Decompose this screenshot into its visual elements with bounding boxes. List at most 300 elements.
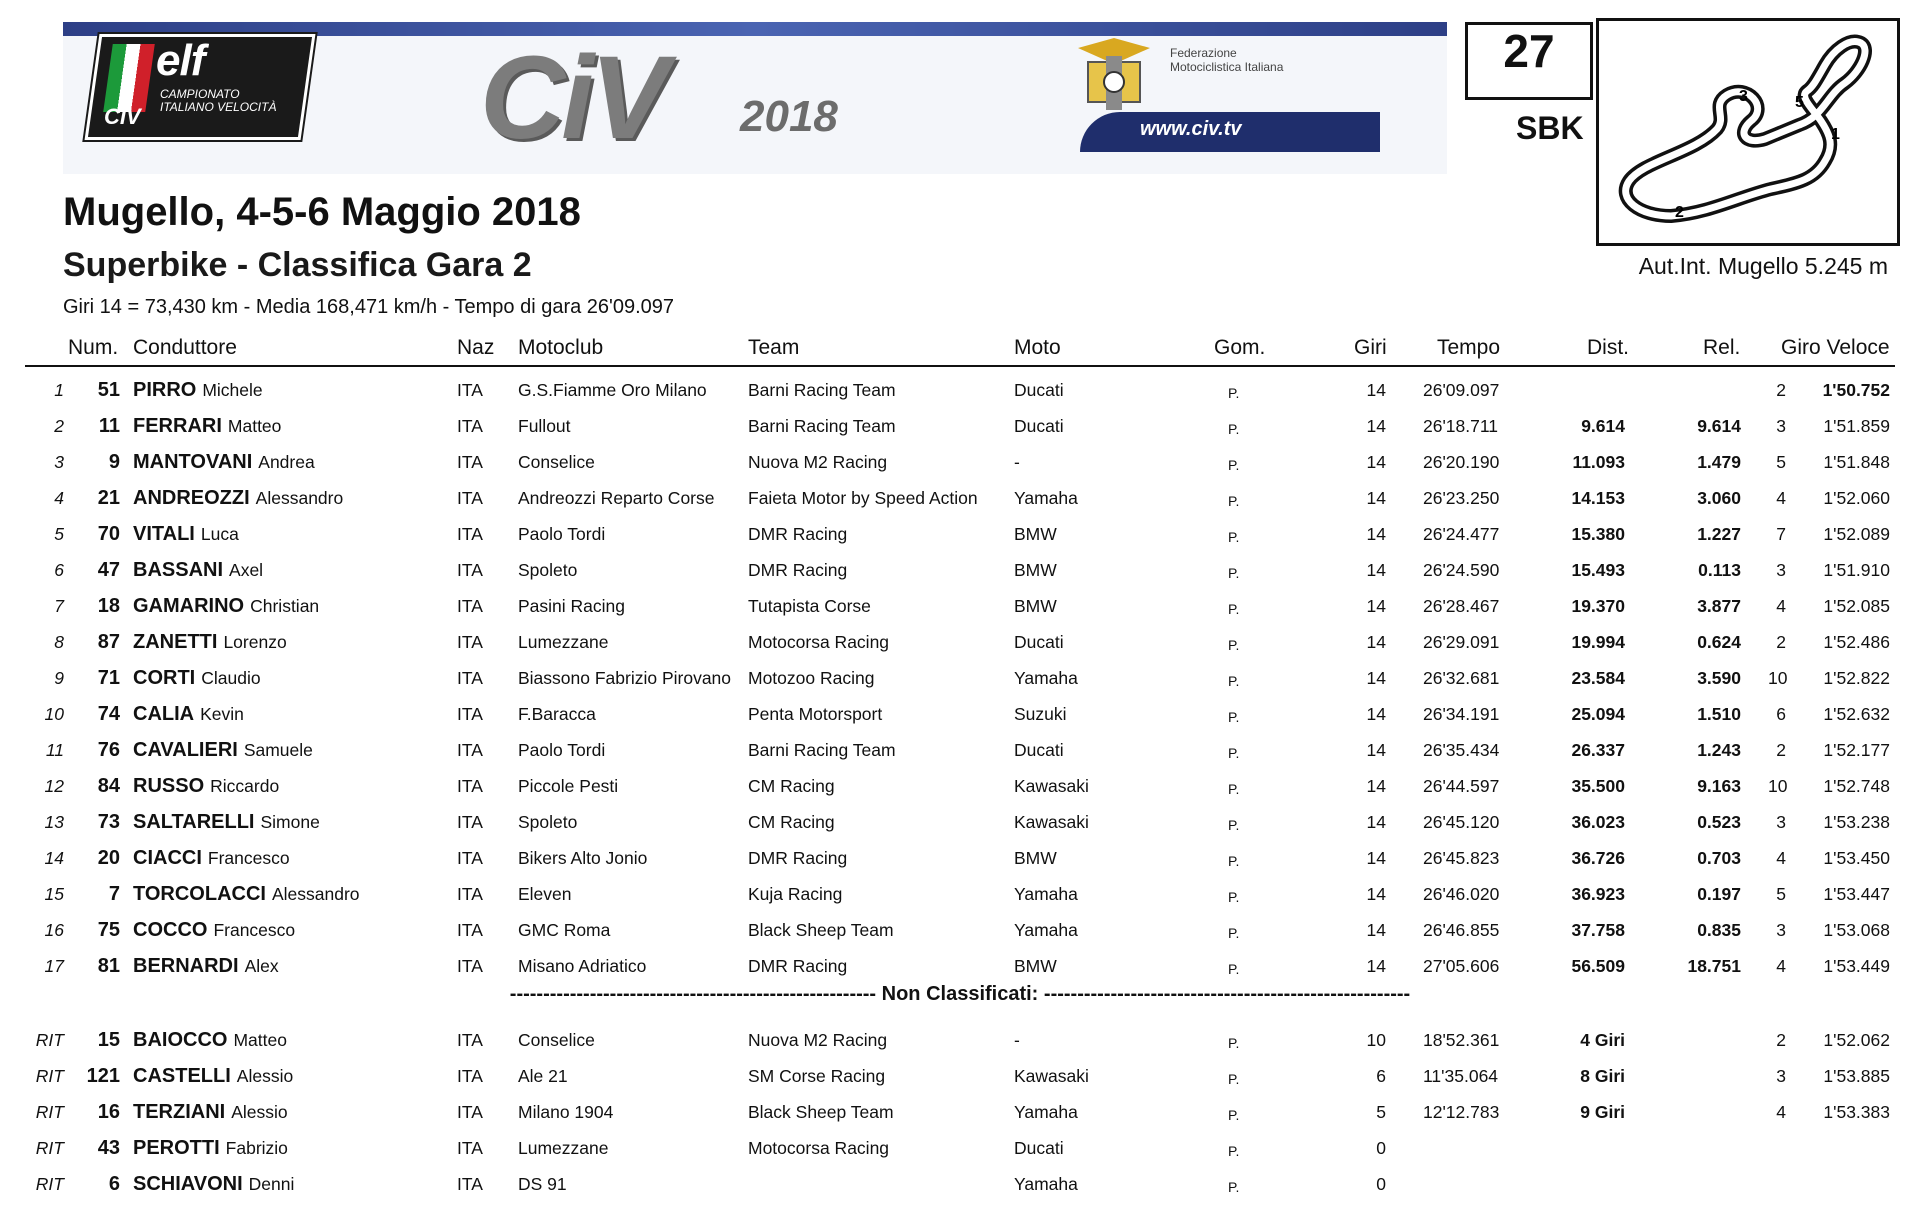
cell-pos: 11 [45,740,64,760]
cell-club: Conselice [518,1030,595,1050]
driver-surname: BERNARDI [133,955,239,977]
cell-num: 51 [97,379,120,401]
cell-team: SM Corse Racing [748,1066,886,1086]
cell-lap: 3 [1776,560,1786,580]
cell-num: 71 [97,667,120,689]
cell-giri: 14 [1366,740,1386,760]
cell-driver [133,876,360,912]
cell-team: DMR Racing [748,560,848,580]
cell-num: 20 [97,847,120,869]
cell-driver [133,768,279,804]
driver-first-name: Kevin [200,704,244,724]
cell-moto: Yamaha [1014,1102,1078,1122]
cell-fast: 1'51.859 [1823,416,1890,436]
cell-giri: 14 [1366,488,1386,508]
cell-rel: 9.614 [1697,416,1741,436]
driver-first-name: Francesco [213,920,296,940]
cell-giri: 14 [1366,668,1386,688]
cell-tempo: 11'35.064 [1423,1066,1499,1086]
cell-lap: 5 [1776,452,1786,472]
table-row [0,588,1920,624]
cell-pos: 10 [44,704,64,724]
cell-tempo: 26'45.120 [1423,812,1500,832]
cell-giri: 14 [1366,920,1386,940]
col-header-num: Num. [68,336,119,359]
cell-dist: 11.093 [1572,452,1625,472]
cell-gom: P. [1228,601,1240,617]
cell-dist: 35.500 [1571,776,1625,796]
cell-fast: 1'53.068 [1823,920,1890,940]
track-marker-2: 2 [1675,204,1684,221]
cell-pos: 7 [54,596,64,616]
cell-moto: BMW [1014,848,1057,868]
cell-pos: 2 [54,416,64,436]
table-row [0,732,1920,768]
driver-first-name: Samuele [243,740,313,760]
driver-first-name: Alessandro [255,488,344,508]
cell-fast: 1'51.910 [1823,560,1890,580]
cell-tempo: 26'09.097 [1423,380,1500,400]
driver-first-name: Denni [248,1174,295,1194]
cell-team: DMR Racing [748,956,848,976]
cell-pos: 13 [44,812,64,832]
cell-pos: RIT [35,1030,64,1050]
cell-pos: 9 [54,668,64,688]
cell-tempo: 26'28.467 [1423,596,1500,616]
cell-moto: Ducati [1014,1138,1064,1158]
driver-first-name: Lorenzo [223,632,287,652]
cell-driver [133,660,261,696]
cell-fast: 1'53.383 [1823,1102,1890,1122]
cell-giri: 14 [1366,596,1386,616]
table-row [0,660,1920,696]
table-row [0,372,1920,408]
driver-surname: RUSSO [133,775,205,797]
cell-rel: 0.113 [1698,560,1741,580]
driver-surname: CORTI [133,667,196,689]
cell-moto: Yamaha [1014,1174,1078,1194]
cell-naz: ITA [457,920,483,940]
cell-rel: 0.197 [1697,884,1741,904]
cell-naz: ITA [457,956,483,976]
cell-fast: 1'52.822 [1823,668,1890,688]
cell-club: Spoleto [518,812,578,832]
cell-tempo: 27'05.606 [1423,956,1500,976]
cell-club: Lumezzane [518,1138,609,1158]
cell-gom: P. [1228,709,1240,725]
driver-first-name: Riccardo [210,776,280,796]
cell-lap: 2 [1776,380,1786,400]
cell-dist: 25.094 [1571,704,1625,724]
cell-gom: P. [1228,637,1240,653]
cell-tempo: 26'24.590 [1423,560,1500,580]
cell-gom: P. [1228,853,1240,869]
cell-pos: 17 [44,956,64,976]
cell-driver [133,408,281,444]
cell-moto: Yamaha [1014,920,1078,940]
cell-lap: 6 [1776,704,1786,724]
track-map-icon [1599,21,1897,243]
driver-first-name: Francesco [207,848,290,868]
driver-surname: BASSANI [133,559,224,581]
cell-club: Spoleto [518,560,578,580]
cell-pos: 6 [54,560,64,580]
cell-rel: 0.624 [1697,632,1741,652]
cell-giri: 14 [1366,416,1386,436]
cell-fast: 1'53.450 [1823,848,1890,868]
cell-lap: 3 [1776,920,1786,940]
driver-first-name: Simone [260,812,320,832]
driver-first-name: Claudio [201,668,261,688]
cell-fast: 1'52.060 [1823,488,1890,508]
cell-club: Conselice [518,452,595,472]
cell-gom: P. [1228,1071,1240,1087]
driver-surname: CALIA [133,703,195,725]
cell-num: 121 [86,1065,120,1087]
driver-first-name: Alessandro [271,884,360,904]
cell-moto: Ducati [1014,380,1064,400]
cell-naz: ITA [457,1066,483,1086]
cell-num: 16 [97,1101,120,1123]
cell-fast: 1'51.848 [1823,452,1890,472]
col-header-giri: Giri [1354,336,1387,359]
cell-lap: 7 [1776,524,1786,544]
cell-num: 11 [98,415,120,437]
cell-num: 84 [97,775,120,797]
driver-first-name: Andrea [258,452,315,472]
cell-gom: P. [1228,529,1240,545]
cell-rel: 1.227 [1697,524,1741,544]
driver-surname: PEROTTI [133,1137,220,1159]
cell-driver [133,480,343,516]
driver-first-name: Matteo [227,416,282,436]
cell-giri: 14 [1366,848,1386,868]
cell-team: Motocorsa Racing [748,632,890,652]
cell-driver [133,1058,293,1094]
table-row [0,912,1920,948]
cell-naz: ITA [457,704,483,724]
driver-surname: TERZIANI [133,1101,226,1123]
cell-dist: 56.509 [1571,956,1625,976]
cell-giri: 14 [1366,704,1386,724]
cell-moto: Suzuki [1014,704,1067,724]
cell-driver [133,552,263,588]
cell-gom: P. [1228,1143,1240,1159]
cell-giri: 14 [1366,776,1386,796]
cell-rel: 0.523 [1697,812,1741,832]
cell-club: Ale 21 [518,1066,568,1086]
cell-tempo: 26'46.855 [1423,920,1500,940]
cell-gom: P. [1228,565,1240,581]
driver-first-name: Fabrizio [225,1138,288,1158]
cell-naz: ITA [457,884,483,904]
col-header-driver: Conduttore [133,336,237,359]
cell-giri: 0 [1376,1138,1386,1158]
cell-gom: P. [1228,889,1240,905]
cell-moto: BMW [1014,524,1057,544]
cell-moto: Yamaha [1014,488,1078,508]
cell-gom: P. [1228,1035,1240,1051]
table-row [0,1094,1920,1130]
table-row [0,840,1920,876]
cell-naz: ITA [457,776,483,796]
cell-gom: P. [1228,457,1240,473]
cell-lap: 2 [1776,740,1786,760]
cell-num: 76 [97,739,120,761]
fmi-text: Federazione Motociclistica Italiana [1170,46,1284,74]
civ-logo: CiV [480,32,665,164]
cell-fast: 1'53.238 [1823,812,1890,832]
cell-giri: 14 [1366,812,1386,832]
cell-giri: 14 [1366,956,1386,976]
cell-dist: 23.584 [1571,668,1625,688]
cell-driver [133,912,295,948]
table-row [0,480,1920,516]
cell-rel: 3.877 [1697,596,1741,616]
cell-fast: 1'50.752 [1822,380,1890,400]
cell-rel: 0.835 [1697,920,1741,940]
driver-surname: FERRARI [133,415,222,437]
cell-fast: 1'53.447 [1823,884,1890,904]
cell-club: Biassono Fabrizio Pirovano [518,668,732,688]
cell-driver [133,372,263,408]
cell-lap: 4 [1776,956,1786,976]
driver-first-name: Alessio [236,1066,294,1086]
cell-pos: 4 [54,488,64,508]
cell-fast: 1'53.449 [1823,956,1890,976]
cell-pos: 14 [44,848,64,868]
table-row [0,624,1920,660]
cell-naz: ITA [457,488,483,508]
col-header-dist: Dist. [1587,336,1629,359]
cell-pos: 16 [44,920,64,940]
cell-driver [133,948,279,984]
driver-surname: ANDREOZZI [133,487,250,509]
cell-moto: BMW [1014,596,1057,616]
page-subtitle: Superbike - Classifica Gara 2 [63,246,532,284]
table-row [0,768,1920,804]
cell-pos: RIT [35,1174,64,1194]
cell-tempo: 26'35.434 [1423,740,1500,760]
cell-dist: 26.337 [1571,740,1625,760]
cell-tempo: 26'29.091 [1423,632,1500,652]
cell-num: 87 [97,631,120,653]
cell-driver [133,804,320,840]
cell-team: Black Sheep Team [748,920,894,940]
cell-fast: 1'52.748 [1823,776,1890,796]
cell-moto: Yamaha [1014,668,1078,688]
driver-surname: COCCO [133,919,208,941]
col-header-fast-lap: Giro Veloce [1781,336,1890,359]
cell-club: Piccole Pesti [518,776,619,796]
website-link[interactable]: www.civ.tv [1140,118,1242,140]
cell-gom: P. [1228,925,1240,941]
driver-surname: GAMARINO [133,595,245,617]
cell-rel: 0.703 [1697,848,1741,868]
civ-year: 2018 [740,92,838,141]
cell-team: Kuja Racing [748,884,843,904]
driver-surname: ZANETTI [133,631,218,653]
non-classified-separator: ------------------------------------------------------- Non Classificati: ------------------------------------------------------- [509,983,1411,1005]
driver-first-name: Matteo [233,1030,287,1050]
cell-club: Milano 1904 [518,1102,614,1122]
cell-team: DMR Racing [748,848,848,868]
table-row [0,876,1920,912]
cell-naz: ITA [457,524,483,544]
cell-pos: 1 [54,380,64,400]
cell-dist: 15.380 [1571,524,1625,544]
cell-naz: ITA [457,740,483,760]
elf-logo-text: elf [156,36,205,85]
cell-club: Andreozzi Reparto Corse [518,488,715,508]
cell-team: Nuova M2 Racing [748,452,888,472]
cell-dist: 36.923 [1571,884,1625,904]
table-row [0,516,1920,552]
cell-giri: 14 [1366,524,1386,544]
cell-driver [133,624,287,660]
col-header-gom: Gom. [1214,336,1266,359]
cell-giri: 14 [1366,632,1386,652]
cell-num: 81 [97,955,120,977]
cell-dist: 37.758 [1571,920,1625,940]
driver-first-name: Axel [229,560,264,580]
cell-giri: 10 [1366,1030,1386,1050]
cell-gom: P. [1228,493,1240,509]
cell-lap: 3 [1776,416,1786,436]
cell-team: Barni Racing Team [748,740,896,760]
cell-pos: RIT [35,1066,64,1086]
cell-rel: 1.243 [1697,740,1741,760]
cell-moto: Ducati [1014,740,1064,760]
cell-moto: Kawasaki [1014,1066,1089,1086]
driver-surname: CASTELLI [133,1065,231,1087]
driver-first-name: Alessio [231,1102,288,1122]
track-marker-5: 5 [1795,94,1804,111]
cell-naz: ITA [457,632,483,652]
cell-dist: 9.614 [1581,416,1625,436]
cell-moto: Yamaha [1014,884,1078,904]
table-row [0,1166,1920,1202]
cell-num: 9 [108,451,120,473]
driver-surname: TORCOLACCI [133,883,266,905]
cell-rel: 18.751 [1687,956,1741,976]
driver-first-name: Luca [200,524,239,544]
cell-driver [133,1022,287,1058]
col-header-tempo: Tempo [1437,336,1501,359]
cell-team: Black Sheep Team [748,1102,894,1122]
cell-gom: P. [1228,745,1240,761]
cell-rel: 3.060 [1697,488,1741,508]
cell-dist: 19.994 [1571,632,1625,652]
cell-driver [133,444,315,480]
header-divider [25,365,1895,367]
cell-naz: ITA [457,668,483,688]
cell-giri: 14 [1366,380,1386,400]
cell-gom: P. [1228,421,1240,437]
cell-club: Pasini Racing [518,596,625,616]
table-row [0,804,1920,840]
cell-team: Faieta Motor by Speed Action [748,488,978,508]
driver-surname: CAVALIERI [133,739,238,761]
cell-num: 70 [97,523,120,545]
table-row [0,552,1920,588]
cell-dist: 19.370 [1571,596,1625,616]
cell-fast: 1'52.177 [1823,740,1890,760]
cell-lap: 4 [1776,596,1786,616]
cell-giri: 14 [1366,560,1386,580]
driver-first-name: Alex [244,956,279,976]
cell-naz: ITA [457,1174,483,1194]
cell-gom: P. [1228,1107,1240,1123]
cell-tempo: 12'12.783 [1423,1102,1500,1122]
page-title: Mugello, 4-5-6 Maggio 2018 [63,190,581,234]
table-row [0,444,1920,480]
cell-tempo: 26'23.250 [1423,488,1500,508]
cell-rel: 3.590 [1697,668,1741,688]
table-row [0,408,1920,444]
cell-naz: ITA [457,560,483,580]
race-number: 27 [1503,25,1555,77]
cell-num: 74 [97,703,120,725]
table-row [0,1058,1920,1094]
cell-pos: 5 [54,524,64,544]
cell-lap: 4 [1776,488,1786,508]
cell-pos: 3 [54,452,64,472]
cell-gom: P. [1228,961,1240,977]
track-map [1596,18,1900,246]
col-header-moto: Moto [1014,336,1061,359]
cell-dist: 8 Giri [1580,1066,1625,1086]
cell-gom: P. [1228,385,1240,401]
cell-team: Motocorsa Racing [748,1138,890,1158]
track-name: Aut.Int. Mugello 5.245 m [1638,253,1888,279]
cell-moto: Ducati [1014,632,1064,652]
cell-rel: 1.510 [1697,704,1741,724]
driver-surname: SCHIAVONI [133,1173,243,1195]
cell-lap: 3 [1776,1066,1786,1086]
cell-naz: ITA [457,380,483,400]
cell-driver [133,588,319,624]
cell-team: CM Racing [748,812,835,832]
cell-team: CM Racing [748,776,835,796]
cell-driver [133,1166,294,1202]
cell-naz: ITA [457,596,483,616]
cell-dist: 4 Giri [1580,1030,1625,1050]
cell-dist: 36.726 [1571,848,1625,868]
cell-gom: P. [1228,673,1240,689]
table-row [0,948,1920,984]
cell-fast: 1'52.062 [1823,1030,1890,1050]
cell-moto: BMW [1014,560,1057,580]
cell-club: Paolo Tordi [518,524,606,544]
cell-num: 43 [97,1137,120,1159]
cell-naz: ITA [457,848,483,868]
cell-gom: P. [1228,1179,1240,1195]
cell-club: Eleven [518,884,572,904]
cell-driver [133,696,244,732]
track-marker-1: 1 [1831,126,1840,143]
cell-num: 73 [97,811,120,833]
cell-tempo: 26'44.597 [1423,776,1500,796]
elf-subtitle: CAMPIONATO ITALIANO VELOCITÀ [160,87,277,114]
col-header-naz: Naz [457,336,495,359]
cell-lap: 4 [1776,1102,1786,1122]
cell-moto: Kawasaki [1014,776,1089,796]
cell-club: DS 91 [518,1174,567,1194]
cell-moto: Kawasaki [1014,812,1089,832]
col-header-rel: Rel. [1703,336,1741,359]
cell-num: 47 [97,559,120,581]
